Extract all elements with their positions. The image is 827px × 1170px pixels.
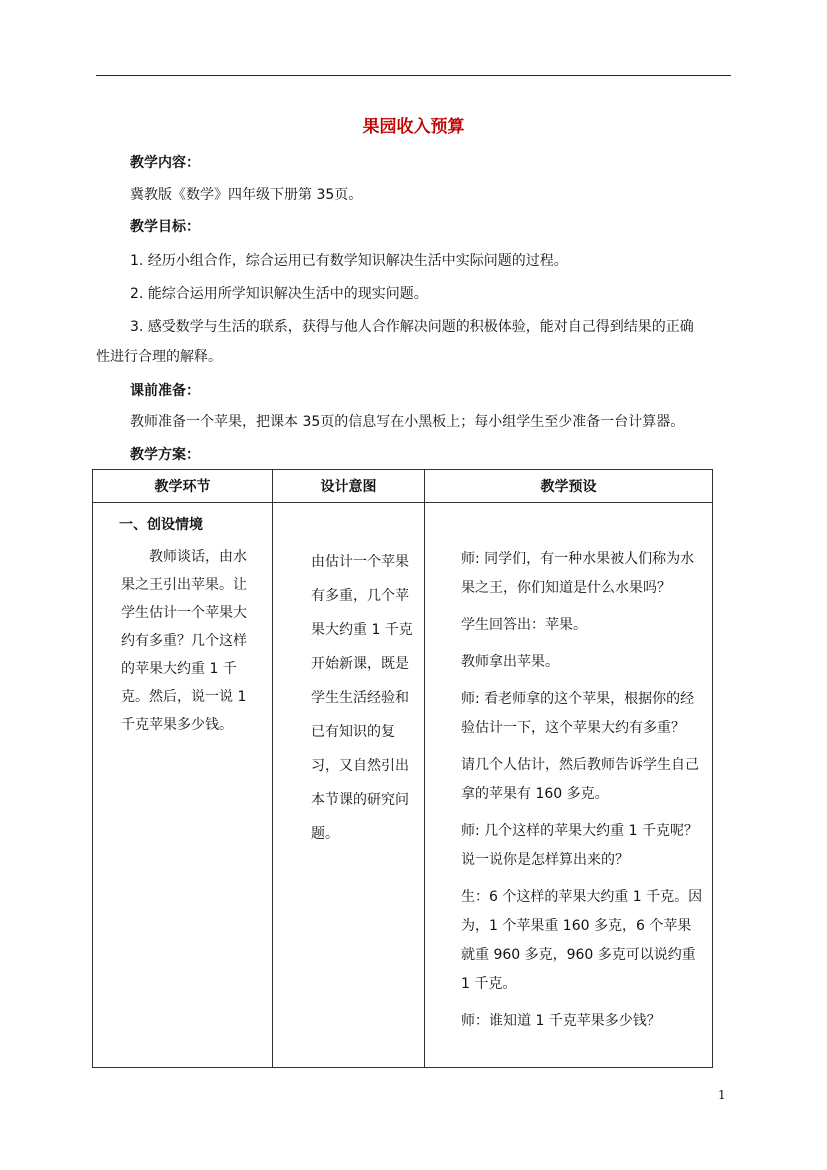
preset-paragraph: 师: 看老师拿的这个苹果，根据你的经验估计一下，这个苹果大约有多重？ bbox=[461, 691, 695, 736]
preset-paragraph: 师: 几个这样的苹果大约重 1 千克呢？说一说你是怎样算出来的？ bbox=[461, 823, 698, 868]
preset-paragraph: 请几个人估计，然后教师告诉学生自己拿的苹果有 160 多克。 bbox=[461, 757, 699, 802]
header-stage: 教学环节 bbox=[93, 470, 273, 503]
preset-paragraph: 学生回答出：苹果。 bbox=[461, 617, 587, 633]
goal-item-3-line1: 3. 感受数学与生活的联系，获得与他人合作解决问题的积极体验，能对自己得到结果的正确 bbox=[130, 319, 694, 335]
intent-text: 由估计一个苹果有多重，几个苹果大约重 1 千克开始新课，既是学生生活经验和已有知识的复习，又自然引出本节课的研究问题。 bbox=[311, 554, 413, 842]
preset-paragraph: 师：谁知道 1 千克苹果多少钱？ bbox=[461, 1013, 661, 1029]
stage-cell bbox=[93, 503, 273, 1068]
table-header-row bbox=[93, 470, 713, 503]
section-heading-goals: 教学目标： bbox=[130, 219, 200, 235]
table-row bbox=[93, 503, 713, 1068]
preset-paragraph: 生：6 个这样的苹果大约重 1 千克。因为，1 个苹果重 160 多克，6 个苹果就重 960 多克，960 多克可以说约重 1 千克。 bbox=[461, 889, 703, 992]
section-heading-plan: 教学方案： bbox=[130, 447, 200, 463]
document-title: 果园收入预算 bbox=[362, 117, 465, 137]
section-heading-content: 教学内容： bbox=[130, 155, 200, 171]
section-heading-preparation: 课前准备： bbox=[130, 383, 200, 399]
preset-paragraph: 教师拿出苹果。 bbox=[461, 654, 559, 670]
goal-item-2: 2. 能综合运用所学知识解决生活中的现实问题。 bbox=[130, 286, 428, 302]
page-number: 1 bbox=[718, 1088, 726, 1102]
teaching-plan-table bbox=[92, 469, 713, 1068]
preset-cell bbox=[425, 503, 713, 1068]
content-text: 冀教版《数学》四年级下册第 35页。 bbox=[130, 187, 363, 203]
preparation-text: 教师准备一个苹果，把课本 35页的信息写在小黑板上；每小组学生至少准备一台计算器。 bbox=[130, 414, 685, 430]
goal-item-1: 1. 经历小组合作，综合运用已有数学知识解决生活中实际问题的过程。 bbox=[130, 253, 568, 269]
goal-item-3-line2: 性进行合理的解释。 bbox=[96, 349, 222, 365]
header-rule bbox=[96, 75, 731, 76]
preset-paragraph: 师: 同学们，有一种水果被人们称为水果之王，你们知道是什么水果吗？ bbox=[461, 551, 695, 596]
header-intent: 设计意图 bbox=[273, 470, 425, 503]
stage-subheading: 一、创设情境 bbox=[119, 517, 203, 533]
intent-cell bbox=[273, 503, 425, 1068]
stage-text: 教师谈话，由水果之王引出苹果。让学生估计一个苹果大约有多重？几个这样的苹果大约重 1 千克。然后，说一说 1 千克苹果多少钱。 bbox=[121, 549, 247, 733]
header-preset: 教学预设 bbox=[425, 470, 713, 503]
